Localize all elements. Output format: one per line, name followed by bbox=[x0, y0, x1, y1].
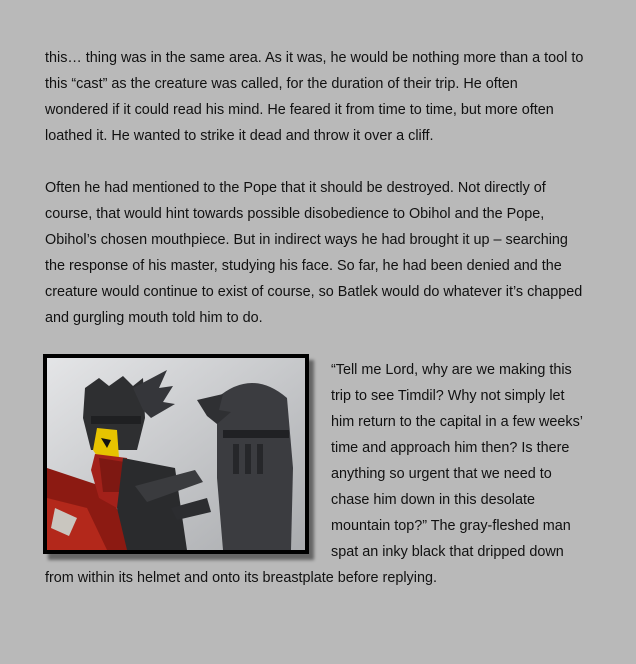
text-line: this… thing was in the same area. As it was, he would be nothing more than a tool to bbox=[45, 50, 584, 66]
text-line: creature would continue to exist of course, so Batlek would do whatever it’s chapped bbox=[45, 284, 583, 300]
text-line: mountain top?” The gray-fleshed man bbox=[331, 518, 571, 534]
illustration-photo bbox=[43, 354, 309, 554]
text-line: loathed it. He wanted to strike it dead and throw it over a cliff. bbox=[45, 128, 434, 144]
paragraph-2 bbox=[45, 175, 605, 331]
text-line: chase him down in this desolate bbox=[331, 492, 535, 508]
text-line: from within its helmet and onto its breastplate before replying. bbox=[45, 570, 437, 586]
text-line: this “cast” as the creature was called, for the duration of their trip. He often bbox=[45, 76, 518, 92]
lego-knights-illustration bbox=[47, 358, 305, 550]
text-line: time and approach him then? Is there bbox=[331, 440, 570, 456]
text-line: “Tell me Lord, why are we making this bbox=[331, 362, 572, 378]
text-line: him return to the capital in a few weeks’ bbox=[331, 414, 583, 430]
text-line: and gurgling mouth told him to do. bbox=[45, 310, 263, 326]
paragraph-1 bbox=[45, 45, 605, 149]
paragraph-3 bbox=[331, 357, 601, 565]
text-line: spat an inky black that dripped down bbox=[331, 544, 564, 560]
text-line: Obihol’s chosen mouthpiece. But in indirect ways he had brought it up – searching bbox=[45, 232, 568, 248]
text-line: wondered if it could read his mind. He feared it from time to time, but more often bbox=[45, 102, 554, 118]
text-line: course, that would hint towards possible disobedience to Obihol and the Pope, bbox=[45, 206, 545, 222]
text-line: the response of his master, studying his face. So far, he had been denied and the bbox=[45, 258, 562, 274]
text-line: trip to see Timdil? Why not simply let bbox=[331, 388, 565, 404]
paragraph-3-continuation bbox=[45, 565, 605, 591]
text-line: Often he had mentioned to the Pope that it should be destroyed. Not directly of bbox=[45, 180, 546, 196]
text-line: anything so urgent that we need to bbox=[331, 466, 552, 482]
